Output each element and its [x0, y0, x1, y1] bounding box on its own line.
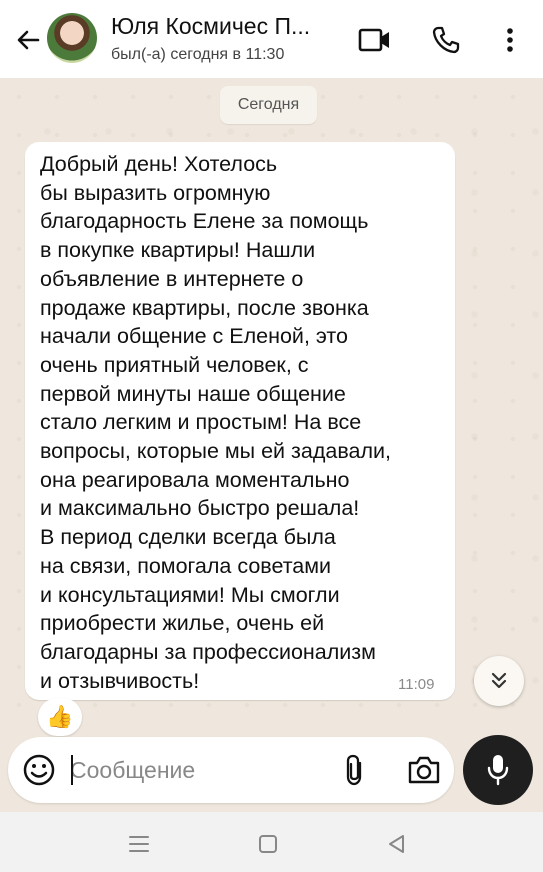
- contact-status: был(-а) сегодня в 11:30: [111, 46, 285, 63]
- video-camera-icon[interactable]: [357, 22, 393, 58]
- thumbs-up-reaction[interactable]: 👍: [38, 698, 82, 736]
- text-cursor: [71, 755, 73, 785]
- message-text: Добрый день! Хотелось бы выразить огромную благодарность Елене за помощь в покупке квартиры! Нашли объявление в интернете о продаже квартиры, после звонка начали общение с Еленой, это очень приятный человек, с первой минуты наше общение стало легким и простым! На все вопросы, которые мы ей задавали, она реагировала моментально и максимально быстро решала! В период сделки всегда была на связи, помогала советами и консультациями! Мы смогли приобрести жилье, очень ей благодарны за профессионализм и отзывчивость!: [40, 152, 392, 693]
- back-triangle-icon[interactable]: [385, 832, 409, 856]
- emoji-icon[interactable]: [22, 753, 56, 787]
- home-icon[interactable]: [256, 832, 280, 856]
- back-arrow-icon[interactable]: [10, 22, 46, 58]
- microphone-icon[interactable]: [463, 735, 533, 805]
- avatar[interactable]: [47, 13, 97, 63]
- recent-apps-icon[interactable]: [127, 832, 151, 856]
- double-chevron-down-icon: [488, 670, 510, 692]
- message-time: 11:09: [398, 676, 435, 693]
- chat-header: [0, 0, 543, 78]
- contact-name[interactable]: Юля Космичес П...: [111, 13, 311, 39]
- date-separator: Сегодня: [220, 86, 317, 124]
- scroll-down-button[interactable]: [474, 656, 524, 706]
- phone-icon[interactable]: [428, 22, 464, 58]
- camera-icon[interactable]: [407, 754, 441, 786]
- message-input[interactable]: [70, 752, 325, 788]
- paperclip-icon[interactable]: [340, 752, 368, 788]
- more-vert-icon[interactable]: [492, 22, 528, 58]
